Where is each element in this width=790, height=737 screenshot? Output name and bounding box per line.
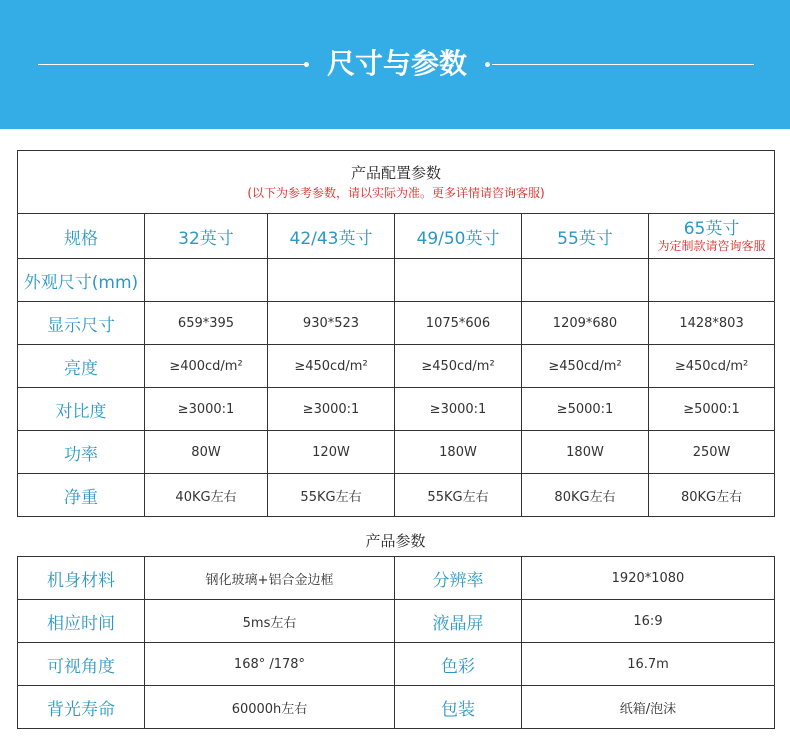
- row-value: 55KG左右: [395, 474, 522, 517]
- row-value: 180W: [522, 431, 649, 474]
- row-value: 120W: [268, 431, 395, 474]
- config-row: [18, 345, 775, 388]
- param-label: 液晶屏: [395, 600, 522, 643]
- row-value: [649, 259, 775, 302]
- params-row: [18, 600, 775, 643]
- row-value: 80KG左右: [649, 474, 775, 517]
- row-value: ≥450cd/m²: [268, 345, 395, 388]
- size-header: 49/50英寸: [395, 214, 522, 259]
- config-row: [18, 431, 775, 474]
- config-body: [18, 259, 775, 517]
- banner-dot-right: [485, 62, 490, 67]
- banner-rule-left: [38, 64, 304, 65]
- banner-rule-right: [492, 64, 754, 65]
- row-value: ≥5000:1: [649, 388, 775, 431]
- row-value: [395, 259, 522, 302]
- param-value: 1920*1080: [522, 557, 775, 600]
- row-value: ≥400cd/m²: [145, 345, 268, 388]
- row-label: 显示尺寸: [18, 302, 145, 345]
- param-label: 分辨率: [395, 557, 522, 600]
- row-value: 1075*606: [395, 302, 522, 345]
- config-row: [18, 302, 775, 345]
- row-value: ≥450cd/m²: [395, 345, 522, 388]
- config-row: [18, 259, 775, 302]
- params-body: [18, 557, 775, 729]
- config-title: 产品配置参数: [351, 164, 442, 182]
- banner-title: 尺寸与参数: [326, 47, 467, 80]
- header-banner: [0, 0, 790, 129]
- row-value: 40KG左右: [145, 474, 268, 517]
- spec-label: 规格: [18, 214, 145, 259]
- row-value: 930*523: [268, 302, 395, 345]
- param-label: 可视角度: [18, 643, 145, 686]
- param-label: 色彩: [395, 643, 522, 686]
- row-value: 1428*803: [649, 302, 775, 345]
- row-value: [145, 259, 268, 302]
- row-value: ≥3000:1: [395, 388, 522, 431]
- row-label: 净重: [18, 474, 145, 517]
- param-label: 相应时间: [18, 600, 145, 643]
- row-value: [268, 259, 395, 302]
- params-row: [18, 557, 775, 600]
- size-header-custom: [649, 214, 775, 259]
- size-header: 55英寸: [522, 214, 649, 259]
- row-value: 659*395: [145, 302, 268, 345]
- row-value: ≥450cd/m²: [522, 345, 649, 388]
- config-row: [18, 388, 775, 431]
- params-table: [17, 556, 775, 729]
- config-table: [17, 150, 775, 517]
- config-note: (以下为参考参数，请以实际为准。更多详情请咨询客服): [247, 186, 545, 200]
- config-caption-row: [18, 151, 775, 214]
- custom-note: 为定制款请咨询客服: [657, 238, 766, 253]
- params-title: 产品参数: [365, 532, 426, 550]
- row-label: 亮度: [18, 345, 145, 388]
- row-value: [522, 259, 649, 302]
- row-label: 对比度: [18, 388, 145, 431]
- params-row: [18, 686, 775, 729]
- param-label: 背光寿命: [18, 686, 145, 729]
- size-header: 65英寸: [683, 218, 740, 239]
- row-value: ≥3000:1: [145, 388, 268, 431]
- param-value: 60000h左右: [145, 686, 395, 729]
- param-value: 16:9: [522, 600, 775, 643]
- row-value: ≥5000:1: [522, 388, 649, 431]
- param-value: 5ms左右: [145, 600, 395, 643]
- param-value: 钢化玻璃+铝合金边框: [145, 557, 395, 600]
- row-label: 功率: [18, 431, 145, 474]
- row-value: 80KG左右: [522, 474, 649, 517]
- param-label: 包装: [395, 686, 522, 729]
- row-label: 外观尺寸(mm): [18, 259, 145, 302]
- row-value: ≥450cd/m²: [649, 345, 775, 388]
- row-value: ≥3000:1: [268, 388, 395, 431]
- row-value: 180W: [395, 431, 522, 474]
- param-value: 168° /178°: [145, 643, 395, 686]
- row-value: 55KG左右: [268, 474, 395, 517]
- row-value: 80W: [145, 431, 268, 474]
- config-header-row: [18, 214, 775, 259]
- params-row: [18, 643, 775, 686]
- row-value: 1209*680: [522, 302, 649, 345]
- size-header: 42/43英寸: [268, 214, 395, 259]
- banner-dot-left: [304, 62, 309, 67]
- param-value: 纸箱/泡沫: [522, 686, 775, 729]
- size-header: 32英寸: [145, 214, 268, 259]
- config-row: [18, 474, 775, 517]
- config-caption: [18, 151, 775, 214]
- param-label: 机身材料: [18, 557, 145, 600]
- row-value: 250W: [649, 431, 775, 474]
- param-value: 16.7m: [522, 643, 775, 686]
